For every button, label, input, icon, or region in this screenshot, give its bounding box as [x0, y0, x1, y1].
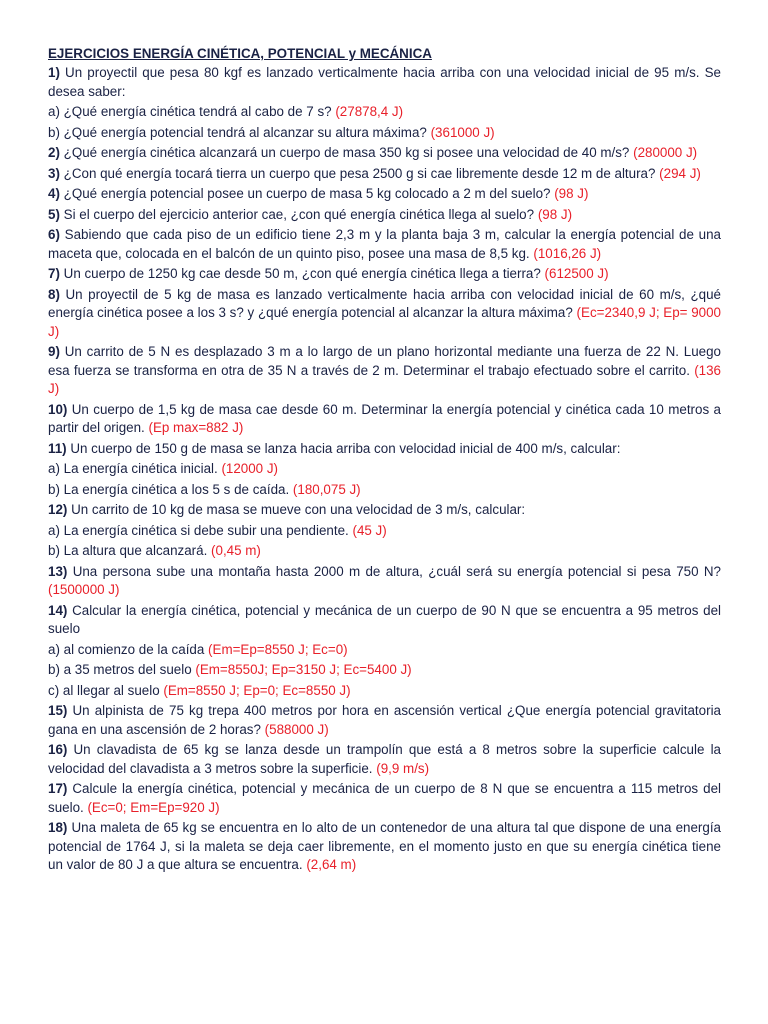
- exercise-number: 6): [48, 227, 60, 242]
- exercise-text: Un proyectil de 5 kg de masa es lanzado verticalmente hacia arriba con velocidad inicial de 60 m/s, ¿qué energía cinética posee a los 3 s? y ¿qué energía potencial al alcanzar la altura máxima?: [48, 286, 721, 320]
- exercise-text: Un clavadista de 65 kg se lanza desde un trampolín que está a 8 metros sobre la superficie calcule la velocidad del clavadista a 3 metros sobre la superficie.: [48, 742, 721, 776]
- exercise-number: 3): [48, 165, 60, 181]
- exercise-text: Un alpinista de 75 kg trepa 400 metros por hora en ascensión vertical ¿Que energía potencial gravitatoria gana en una ascensión de 2 horas?: [48, 703, 721, 737]
- exercise-number: 4): [48, 186, 60, 201]
- exercise-text: c) al llegar al suelo: [48, 682, 164, 698]
- exercise-answer: (98 J): [537, 206, 573, 222]
- exercise-text: b) a 35 metros del suelo: [48, 662, 196, 677]
- exercise-answer: (45 J): [352, 522, 387, 538]
- exercise-text: ¿Qué energía cinética alcanzará un cuerpo de masa 350 kg si posee una velocidad de 40 m/s?: [59, 145, 634, 160]
- exercise-answer: (136 J): [48, 362, 721, 396]
- exercise-answer: (Em=8550 J; Ep=0; Ec=8550 J): [163, 682, 351, 698]
- exercise-paragraph: [48, 401, 721, 438]
- exercise-paragraph: [48, 343, 721, 399]
- exercise-number: 5): [48, 206, 60, 222]
- exercise-answer: (280000 J): [633, 145, 698, 160]
- exercise-paragraph: [48, 286, 721, 342]
- exercise-number: 11): [48, 440, 67, 456]
- exercise-number: 13): [48, 563, 68, 579]
- exercise-answer: (294 J): [659, 165, 701, 181]
- exercise-text: Calcular la energía cinética, potencial y mecánica de un cuerpo de 90 N que se encuentra a 95 metros del suelo: [48, 602, 721, 636]
- exercise-answer: (9,9 m/s): [376, 760, 430, 776]
- exercise-text: Un cuerpo de 1250 kg cae desde 50 m, ¿con qué energía cinética llega a tierra?: [59, 266, 545, 281]
- exercise-text: Un carrito de 5 N es desplazado 3 m a lo largo de un plano horizontal mediante una fuerza de 22 N. Luego esa fuerza se transforma en otra de 35 N a través de 2 m. Determinar el trabajo efectuado sobre el carrito.: [48, 344, 721, 378]
- exercise-paragraph: [48, 165, 721, 184]
- exercise-number: 2): [48, 145, 60, 160]
- exercise-number: 15): [48, 703, 68, 718]
- exercise-answer: (361000 J): [430, 124, 495, 140]
- exercise-text: Un proyectil que pesa 80 kgf es lanzado verticalmente hacia arriba con una velocidad inicial de 95 m/s. Se desea saber:: [48, 65, 721, 99]
- document-title: EJERCICIOS ENERGÍA CINÉTICA, POTENCIAL y MECÁNICA: [48, 46, 432, 61]
- exercise-text: Si el cuerpo del ejercicio anterior cae, ¿con qué energía cinética llega al suelo?: [59, 206, 538, 222]
- exercise-text: a) La energía cinética inicial.: [48, 461, 222, 476]
- exercise-paragraph: [48, 501, 721, 520]
- exercise-answer: (1500000 J): [48, 582, 120, 597]
- exercise-text: Una maleta de 65 kg se encuentra en lo alto de un contenedor de una altura tal que dispone de una energía potencial de 1764 J, si la maleta se deja caer libremente, en el momento justo en que su energía cinética tiene un valor de 80 J a que altura se encuentra.: [48, 820, 721, 872]
- exercise-paragraph: [48, 185, 721, 204]
- exercise-text: Un cuerpo de 150 g de masa se lanza hacia arriba con velocidad inicial de 400 m/s, calcular:: [66, 440, 621, 456]
- exercise-answer: (1016,26 J): [533, 245, 602, 261]
- exercise-paragraph: [48, 440, 721, 459]
- exercise-number: 10): [48, 401, 68, 417]
- exercise-answer: (Em=8550J; Ep=3150 J; Ec=5400 J): [195, 662, 412, 677]
- exercise-answer: (180,075 J): [292, 481, 361, 497]
- exercise-paragraph: [48, 602, 721, 639]
- exercise-text: b) La energía cinética a los 5 s de caída.: [48, 481, 293, 497]
- exercise-paragraph: [48, 542, 721, 561]
- exercise-paragraph: [48, 144, 721, 163]
- exercise-paragraph: [48, 206, 721, 225]
- exercise-number: 14): [48, 602, 68, 618]
- exercise-answer: (Ec=2340,9 J; Ep= 9000 J): [48, 305, 721, 339]
- exercise-paragraph: [48, 682, 721, 701]
- exercise-answer: (612500 J): [544, 266, 609, 281]
- exercise-number: 1): [48, 65, 60, 80]
- exercise-answer: (12000 J): [221, 461, 279, 476]
- exercise-paragraph: [48, 460, 721, 479]
- exercise-paragraph: [48, 563, 721, 600]
- exercise-paragraph: [48, 64, 721, 101]
- exercise-answer: (588000 J): [264, 721, 329, 737]
- exercise-list: [48, 64, 721, 877]
- exercise-paragraph: [48, 702, 721, 739]
- exercise-paragraph: [48, 522, 721, 541]
- exercise-paragraph: [48, 819, 721, 875]
- exercise-text: ¿Con qué energía tocará tierra un cuerpo que pesa 2500 g si cae libremente desde 12 m de altura?: [59, 165, 660, 181]
- exercise-paragraph: [48, 661, 721, 680]
- exercise-answer: (2,64 m): [306, 857, 357, 872]
- exercise-answer: (98 J): [554, 186, 589, 201]
- exercise-text: b) La altura que alcanzará.: [48, 543, 212, 558]
- exercise-text: b) ¿Qué energía potencial tendrá al alcanzar su altura máxima?: [48, 124, 431, 140]
- exercise-number: 7): [48, 266, 60, 281]
- exercise-number: 8): [48, 286, 60, 302]
- exercise-text: a) ¿Qué energía cinética tendrá al cabo de 7 s?: [48, 104, 336, 119]
- exercise-text: Sabiendo que cada piso de un edificio tiene 2,3 m y la planta baja 3 m, calcular la energía potencial de una maceta que, colocada en el balcón de un quinto piso, posee una masa de 8,5 kg.: [48, 227, 721, 261]
- exercise-answer: (Ep max=882 J): [148, 420, 244, 435]
- exercise-text: Un carrito de 10 kg de masa se mueve con una velocidad de 3 m/s, calcular:: [67, 502, 526, 517]
- exercise-number: 18): [48, 820, 68, 835]
- exercise-number: 9): [48, 344, 60, 359]
- exercise-answer: (Em=Ep=8550 J; Ec=0): [208, 641, 348, 657]
- exercise-paragraph: [48, 265, 721, 284]
- exercise-text: Un cuerpo de 1,5 kg de masa cae desde 60 m. Determinar la energía potencial y cinética cada 10 metros a partir del origen.: [48, 401, 721, 435]
- exercise-number: 16): [48, 742, 68, 757]
- exercise-number: 17): [48, 781, 68, 796]
- exercise-text: Calcule la energía cinética, potencial y mecánica de un cuerpo de 8 N que se encuentra a 115 metros del suelo.: [48, 781, 721, 815]
- exercise-paragraph: [48, 641, 721, 660]
- exercise-text: Una persona sube una montaña hasta 2000 m de altura, ¿cuál será su energía potencial si pesa 750 N?: [67, 563, 721, 579]
- exercise-number: 12): [48, 502, 68, 517]
- exercise-answer: (27878,4 J): [335, 104, 404, 119]
- exercise-answer: (0,45 m): [211, 543, 261, 558]
- exercise-paragraph: [48, 481, 721, 500]
- exercise-paragraph: [48, 226, 721, 263]
- exercise-text: a) La energía cinética si debe subir una pendiente.: [48, 522, 353, 538]
- exercise-text: a) al comienzo de la caída: [48, 641, 209, 657]
- exercise-paragraph: [48, 103, 721, 122]
- exercise-paragraph: [48, 741, 721, 778]
- exercise-text: ¿Qué energía potencial posee un cuerpo de masa 5 kg colocado a 2 m del suelo?: [59, 186, 555, 201]
- exercise-answer: (Ec=0; Em=Ep=920 J): [87, 799, 220, 815]
- exercise-paragraph: [48, 124, 721, 143]
- exercise-paragraph: [48, 780, 721, 817]
